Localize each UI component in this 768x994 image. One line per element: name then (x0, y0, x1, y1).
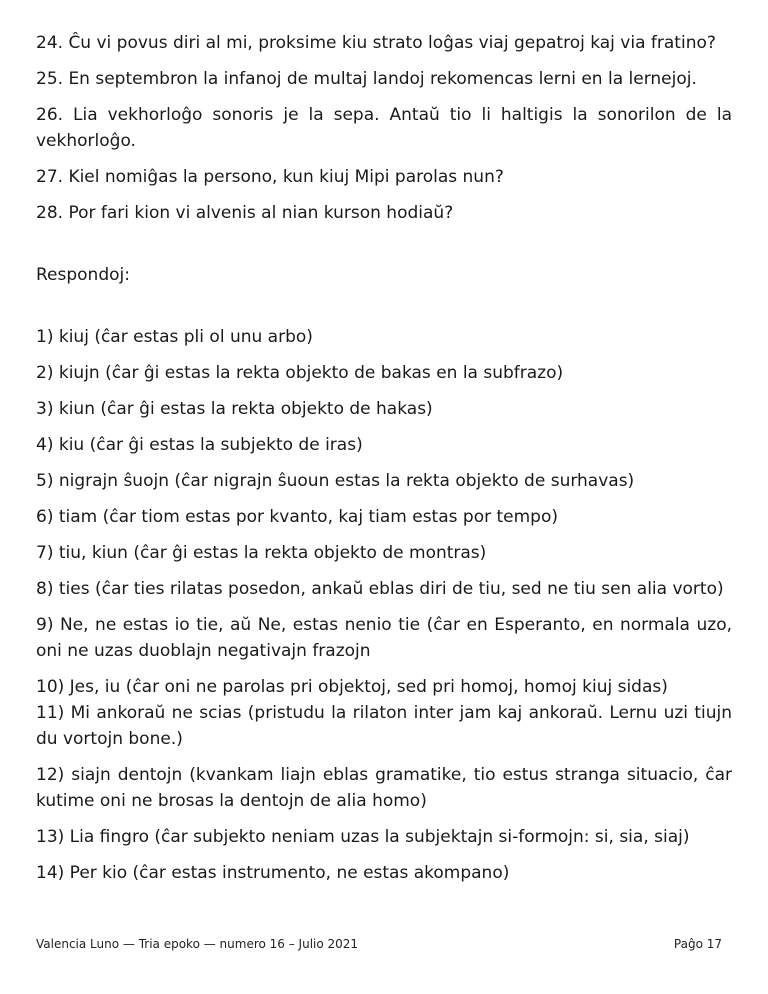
footer-page-number: Paĝo 17 (673, 937, 722, 951)
answer-1: 1) kiuj (ĉar estas pli ol unu arbo) (36, 327, 313, 347)
answer-9: 9) Ne, ne estas io tie, aŭ Ne, estas nenio tie (ĉar en Esperanto, en normala uzo, oni ne uzas duoblajn negativajn frazojn (36, 615, 732, 661)
spacer (36, 298, 732, 324)
question-28: 28. Por fari kion vi alvenis al nian kurson hodiaŭ? (36, 203, 454, 223)
question-27: 27. Kiel nomiĝas la persono, kun kiuj Mipi parolas nun? (36, 167, 504, 187)
question-24: 24. Ĉu vi povus diri al mi, proksime kiu strato loĝas viaj gepatroj kaj via fratino? (36, 33, 716, 53)
answer-5: 5) nigrajn ŝuojn (ĉar nigrajn ŝuoun estas la rekta objekto de surhavas) (36, 471, 635, 491)
answer-10: 10) Jes, iu (ĉar oni ne parolas pri objektoj, sed pri homoj, homoj kiuj sidas) (36, 677, 668, 697)
answer-8: 8) ties (ĉar ties rilatas posedon, ankaŭ eblas diri de tiu, sed ne tiu sen alia vorto) (36, 579, 724, 599)
answer-3: 3) kiun (ĉar ĝi estas la rekta objekto de hakas) (36, 399, 433, 419)
question-26: 26. Lia vekhorloĝo sonoris je la sepa. Antaŭ tio li haltigis la sonorilon de la vekhorloĝo. (36, 105, 732, 151)
answer-6: 6) tiam (ĉar tiom estas por kvanto, kaj tiam estas por tempo) (36, 507, 558, 527)
answer-2: 2) kiujn (ĉar ĝi estas la rekta objekto de bakas en la subfrazo) (36, 363, 564, 383)
answer-12: 12) siajn dentojn (kvankam liajn eblas gramatike, tio estus stranga situacio, ĉar kutime oni ne brosas la dentojn de alia homo) (36, 765, 732, 811)
page-footer (36, 936, 722, 952)
answer-11: 11) Mi ankoraŭ ne scias (pristudu la rilaton inter jam kaj ankoraŭ. Lernu uzi tiujn du vortojn bone.) (36, 703, 732, 749)
answer-7: 7) tiu, kiun (ĉar ĝi estas la rekta objekto de montras) (36, 543, 487, 563)
answers-heading: Respondoj: (36, 265, 130, 285)
spacer (36, 236, 732, 262)
answer-4: 4) kiu (ĉar ĝi estas la subjekto de iras) (36, 435, 363, 455)
footer-publication: Valencia Luno — Tria epoko — numero 16 – Julio 2021 (36, 937, 359, 951)
question-25: 25. En septembron la infanoj de multaj landoj rekomencas lerni en la lernejoj. (36, 69, 697, 89)
answer-13: 13) Lia fingro (ĉar subjekto neniam uzas la subjektajn si-formojn: si, sia, siaj) (36, 827, 690, 847)
document-body (36, 30, 732, 896)
answer-14: 14) Per kio (ĉar estas instrumento, ne estas akompano) (36, 863, 510, 883)
